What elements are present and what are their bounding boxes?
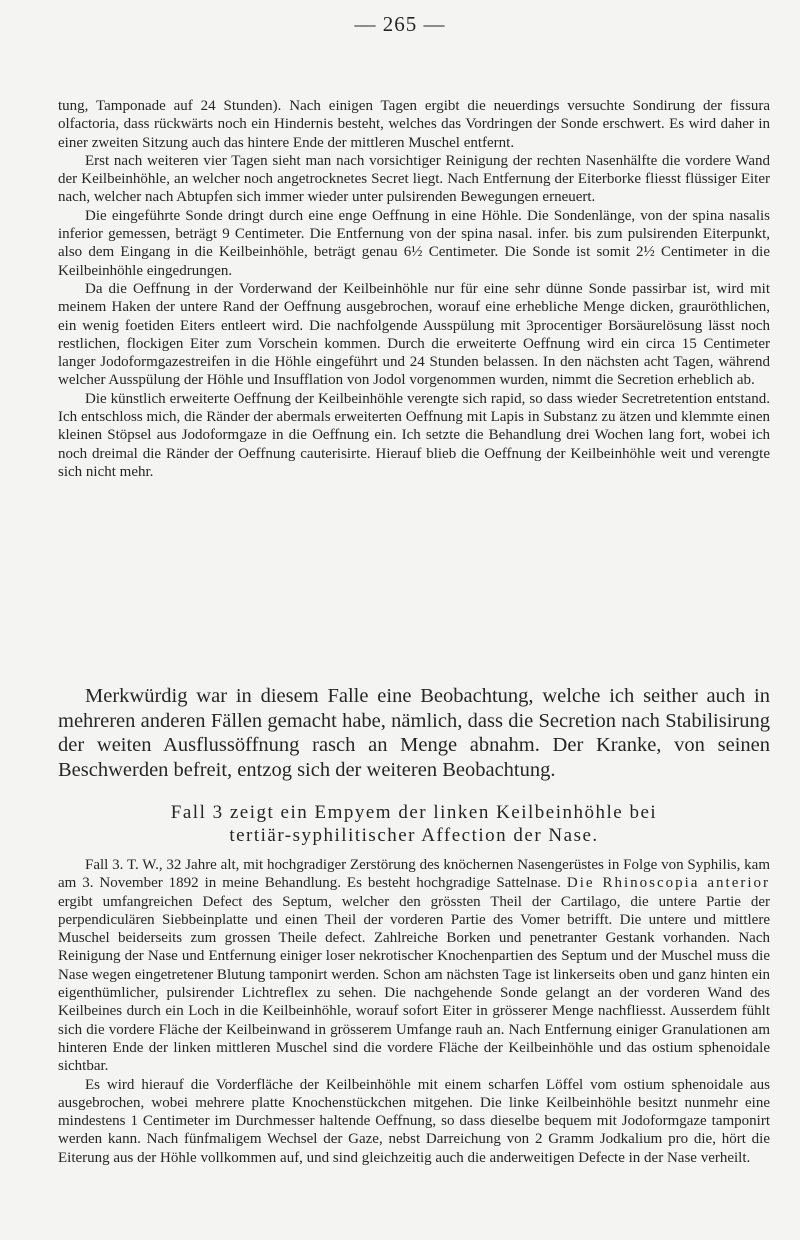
section-heading [58, 801, 770, 847]
heading-line-1: Fall 3 zeigt ein Empyem der linken Keilbeinhöhle bei [170, 802, 658, 823]
paragraph: Die künstlich erweiterte Oeffnung der Keilbeinhöhle verengte sich rapid, so dass wieder Secretretention entstand. Ich entschloss mich, die Ränder der abermals erweiterten Oeffnung mit Lapis in Substanz zu ätzen und klemmte einen kleinen Stöpsel aus Jodoformgaze in die Oeffnung ein. Ich setzte die Behandlung drei Wochen lang fort, wobei ich noch dreimal die Ränder der Oeffnung cauterisirte. Hierauf blieb die Oeffnung der Keilbeinhöhle weit und verengte sich nicht mehr. [58, 390, 770, 480]
paragraph: tung, Tamponade auf 24 Stunden). Nach einigen Tagen ergibt die neuerdings versuchte Sondirung der fissura olfactoria, dass rückwärts noch ein Hindernis besteht, welches das Vordringen der Sonde erschwert. Es wird daher in einer zweiten Sitzung auch das hintere Ende der mittleren Muschel entfernt. [58, 98, 770, 151]
case-paragraph-1 [58, 856, 770, 1076]
spaced-term: Die Rhinoscopia anterior [566, 875, 771, 892]
paragraph: Die eingeführte Sonde dringt durch eine enge Oeffnung in eine Höhle. Die Sondenlänge, von der spina nasalis inferior gemessen, beträgt 9 Centimeter. Die Entfernung von der spina nasal. infer. bis zum pulsirenden Eiterpunkt, also dem Eingang in die Keilbeinhöhle, beträgt genau 6½ Centimeter. Die Sonde ist somit 2½ Centimeter in die Keilbeinhöhle eingedrungen. [58, 207, 770, 279]
intro-text [58, 97, 770, 481]
case-rest: ergibt umfangreichen Defect des Septum, welcher den grössten Theil der Cartilago, die untere Partie der perpendiculären Siebbeinplatte und einen Theil der vorderen Partie des Vomer betrifft. Die untere und mittlere Muschel beiderseits zum grossen Theile defect. Zahlreiche Borken und penetranter Gestank vorhanden. Nach Reinigung der Nase und Entfernung einiger loser nekrotischer Knochenpartien des Septum und der Muschel muss die Nase wegen eingetretener Blutung tamponirt werden. Schon am nächsten Tage ist linkerseits oben und ganz hinten ein eigenthümlicher, pulsirender Lichtreflex zu sehen. Die nachgehende Sonde gelangt an der vorderen Wand des Keilbeines durch ein Loch in die Keilbeinhöhle, worauf sofort Eiter in grösserer Menge nachfliesst. Ausserdem fühlt sich die vordere Fläche der Keilbeinwand in grösserem Umfange rauh an. Nach Entfernung einiger Granulationen am hinteren Ende der linken mittleren Muschel sind die vordere Fläche der Keilbeinhöhle und das ostium sphenoidale sichtbar. [58, 893, 770, 1075]
page-number: — 265 — [354, 12, 446, 36]
paragraph: Erst nach weiteren vier Tagen sieht man nach vorsichtiger Reinigung der rechten Nasenhälfte die vordere Wand der Keilbeinhöhle, an welcher noch angetrocknetes Secret liegt. Nach Entfernung der Eiterborke fliesst flüssiger Eiter nach, welcher nach Abtupfen sich immer wieder unter pulsirenden Bewegungen erneuert. [58, 152, 770, 206]
paragraph: Da die Oeffnung in der Vorderwand der Keilbeinhöhle nur für eine sehr dünne Sonde passirbar ist, wird mit meinem Haken der untere Rand der Oeffnung ausgebrochen, worauf eine erhebliche Menge dicken, grauröthlichen, ein wenig foetiden Eiters entleert wird. Die nachfolgende Ausspülung mit 3procentiger Borsäurelösung lässt noch restlichen, flockigen Eiter zum Vorschein kommen. Durch die erweiterte Oeffnung wird ein circa 15 Centimeter langer Jodoformgazestreifen in die Höhle eingeführt und 24 Stunden belassen. In den nächsten acht Tagen, während welcher Ausspülung der Höhle und Insufflation von Jodol vorgenommen wurden, nimmt die Secretion erheblich ab. [58, 280, 770, 389]
case-lead: Fall 3. T. W., 32 Jahre alt, mit hochgradiger Zerstörung des knöchernen Nasengerüstes in Folge von Syphilis, kam am 3. November 1892 in meine Behandlung. Es besteht hochgradige Sattelnase. [58, 857, 770, 892]
remark-paragraph: Merkwürdig war in diesem Falle eine Beobachtung, welche ich seither auch in mehreren anderen Fällen gemacht habe, nämlich, dass die Secretion nach Stabilisirung der weiten Ausflussöffnung rasch an Menge abnahm. Der Kranke, von seinen Beschwerden befreit, entzog sich der weiteren Beobachtung. [58, 685, 770, 781]
heading-line-2: tertiär-syphilitischer Affection der Nase. [229, 825, 599, 846]
case-report [58, 856, 770, 1167]
case-paragraph-2: Es wird hierauf die Vorderfläche der Keilbeinhöhle mit einem scharfen Löffel vom ostium sphenoidale aus ausgebrochen, wobei mehrere platte Knochenstückchen mitgehen. Die linke Keilbeinhöhle besitzt nunmehr eine mindestens 1 Centimeter im Durchmesser haltende Oeffnung, so dass dieselbe bequem mit Jodoformgaze tamponirt werden kann. Nach fünfmaligem Wechsel der Gaze, nebst Darreichung von 2 Gramm Jodkalium pro die, hört die Eiterung aus der Höhle vollkommen auf, und sind gleichzeitig auch die anderweitigen Defecte in der Nase verheilt. [58, 1076, 770, 1166]
